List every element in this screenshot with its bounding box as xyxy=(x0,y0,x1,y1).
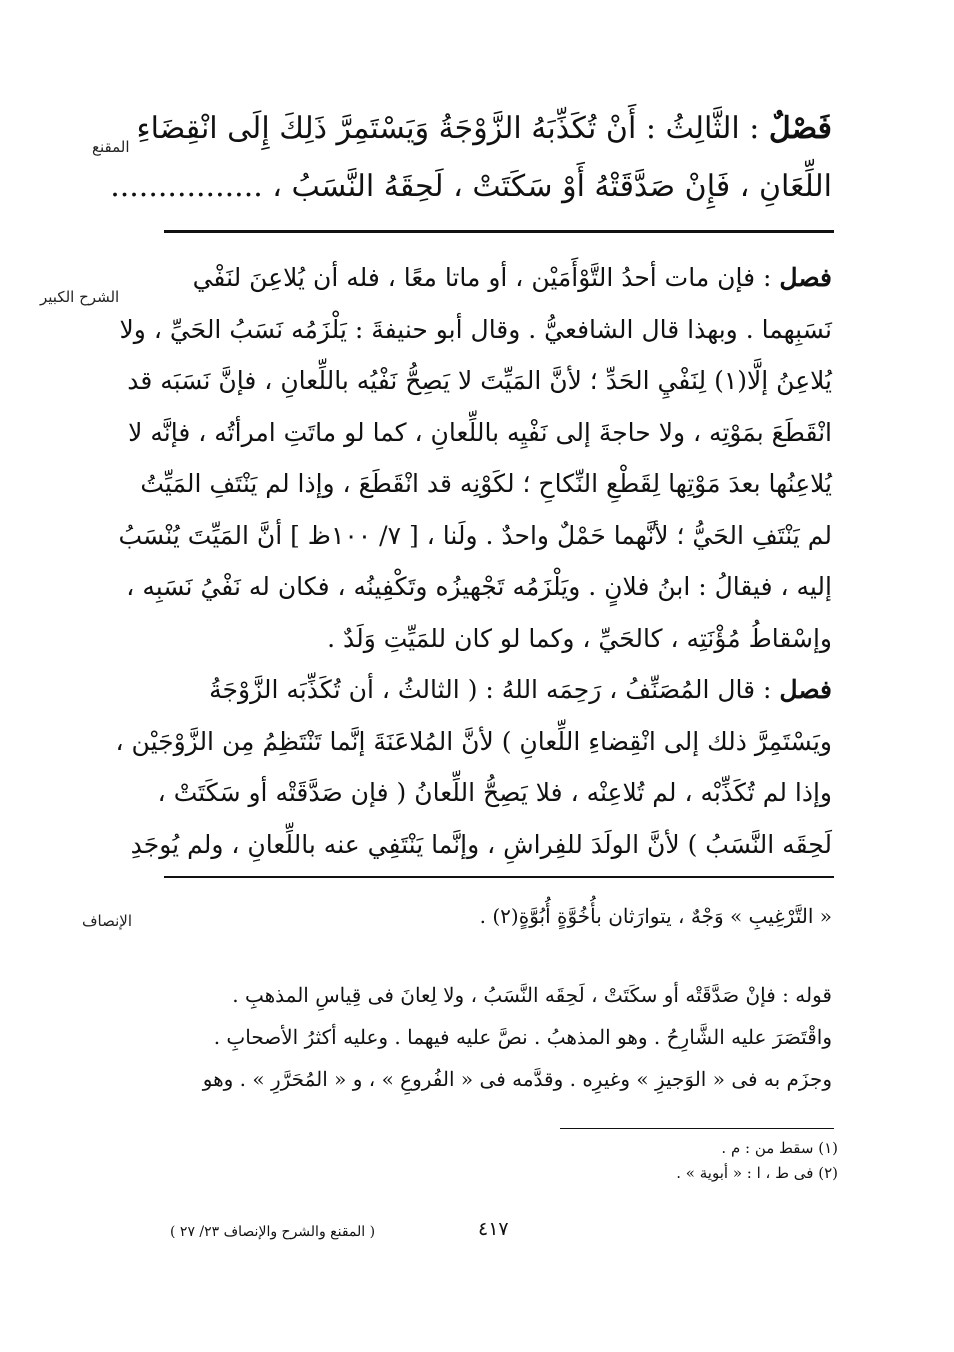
sharh-line xyxy=(160,252,832,304)
muqni-heading: فَصْلٌ xyxy=(768,111,832,146)
muqni-line xyxy=(136,100,832,158)
sharh-section xyxy=(115,252,832,870)
divider-muqni xyxy=(164,230,834,233)
insaf-first-line xyxy=(160,896,832,936)
insaf-paragraph xyxy=(160,974,832,1100)
side-label-sharh: الشرح الكبير xyxy=(40,288,120,306)
muqni-line-text: : الثَّالِثُ : أَنْ تُكَذِّبَهُ الزَّوْجَةُ وَيَسْتَمِرَّ ذَلِكَ إِلَى انْقِضَاءِ xyxy=(136,111,760,146)
sharh-p2-heading: فصل xyxy=(779,675,832,704)
sharh-line: إليه ، فيقالُ : ابنُ فلانٍ . ويَلْزَمُه تَجْهيزُه وتَكْفِينُه ، فكان له نَفْيُ نَسَبِه ، xyxy=(126,572,832,601)
footnote-2: (٢) فى ط ، ا : « أبوية » . xyxy=(676,1164,838,1182)
sharh-line: لم يَنْتَفِ الحَيُّ ؛ لأنَّهما حَمْلٌ واحدٌ . ولَنا ، [ ٧/ ١٠٠ظ ] أنَّ المَيِّتَ يُنْسَبُ xyxy=(118,520,832,550)
divider-footnotes xyxy=(560,1128,834,1129)
footnotes xyxy=(560,1136,838,1186)
side-label-insaf: الإنصاف xyxy=(82,912,133,930)
insaf-line: وجزَم به فى « الوَجيزِ » وغيرِه . وقدَّمه فى « الفُروعِ » ، و « المُحَرَّرِ » . وهو xyxy=(202,1067,832,1091)
sharh-line: انْقَطَعَ بمَوْتِه ، ولا حاجةَ إلى نَفْيِه باللِّعانِ ، كما لو ماتَتِ امرأتُه ، فإنَّه لا xyxy=(128,417,832,447)
sharh-line: لَحِقَه النَّسَبُ ) لأنَّ الولَدَ للفِراشِ ، وإنَّما يَنْتَفِي عنه باللِّعانِ ، ولم يُوجَدِ xyxy=(130,829,832,859)
volume-reference: ( المقنع والشرح والإنصاف ٢٣/ ٢٧ ) xyxy=(170,1224,376,1240)
sharh-line: يُلاعِنُ إلَّا(١) لِنَفْيِ الحَدِّ ؛ لأنَّ المَيِّتَ لا يَصِحُّ نَفْيُه باللِّعانِ ، فإنَّ نَسَبَه قد xyxy=(127,366,832,395)
sharh-line xyxy=(160,664,832,716)
sharh-line: ويَسْتَمِرَّ ذلك إلى انْقِضاءِ اللِّعانِ ) لأنَّ المُلاعَنَةَ إنَّما تَنْتَظِمُ مِن الزَّوْجَيْن ، xyxy=(115,726,832,756)
sharh-line: نَسَبِهما . وبهذا قال الشافعيُّ . وقال أبو حنيفةَ : يَلْزَمُه نَسَبُ الحَيِّ ، ولا xyxy=(119,314,832,344)
insaf-line: « التَّرْغِيبِ » وَجْهٌ ، يتوارَثان بأُخُوَّةٍ أُبُوَّةٍ(٢) . xyxy=(479,904,832,928)
sharh-line: وإذا لم تُكَذِّبْه ، لم تُلاعِنْه ، فلا يَصِحُّ اللِّعانُ ( فإن صَدَّقَتْه أو سَكَتَتْ ، xyxy=(157,778,832,807)
sharh-line-text: : قال المُصَنِّفُ ، رَحِمَه اللهُ : ( الثالثُ ، أن تُكَذِّبَه الزَّوْجَةُ xyxy=(209,675,772,704)
insaf-line: واقْتَصَرَ عليه الشَّارِحُ . وهو المذهبُ . نصَّ عليه فيهما . وعليه أكثرُ الأصحابِ . xyxy=(213,1025,832,1049)
sharh-p1-heading: فصل xyxy=(779,263,832,292)
footnote-1: (١) سقط من : م . xyxy=(721,1139,838,1157)
sharh-line: وإسْقاطُ مُؤْنَتِه ، كالحَيِّ ، وكما لو كان للمَيِّتِ وَلَدٌ . xyxy=(327,623,832,653)
side-label-muqni: المقنع xyxy=(92,138,130,156)
muqni-line: اللِّعَانِ ، فَإِنْ صَدَّقَتْهُ أَوْ سَكَتَتْ ، لَحِقَهُ النَّسَبُ ، ................ xyxy=(110,169,832,204)
divider-sharh xyxy=(164,876,834,878)
sharh-line-text: : فإن مات أحدُ التَّوْأَمَيْن ، أو ماتا معًا ، فله أن يُلاعِنَ لنَفْي xyxy=(192,263,772,292)
insaf-line: قوله : فإنْ صَدَّقَتْه أو سكَتَتْ ، لَحِقَه النَّسَبُ ، ولا لِعانَ فى قِياسِ المذهبِ . xyxy=(232,983,832,1007)
sharh-line: يُلاعِنُها بعدَ مَوْتِها لِقَطْعِ النِّكاحِ ؛ لكَوْنِه قد انْقَطَعَ ، وإذا لم يَنْتَفِ المَيِّتُ xyxy=(140,469,832,498)
page-number: ٤١٧ xyxy=(478,1218,509,1240)
